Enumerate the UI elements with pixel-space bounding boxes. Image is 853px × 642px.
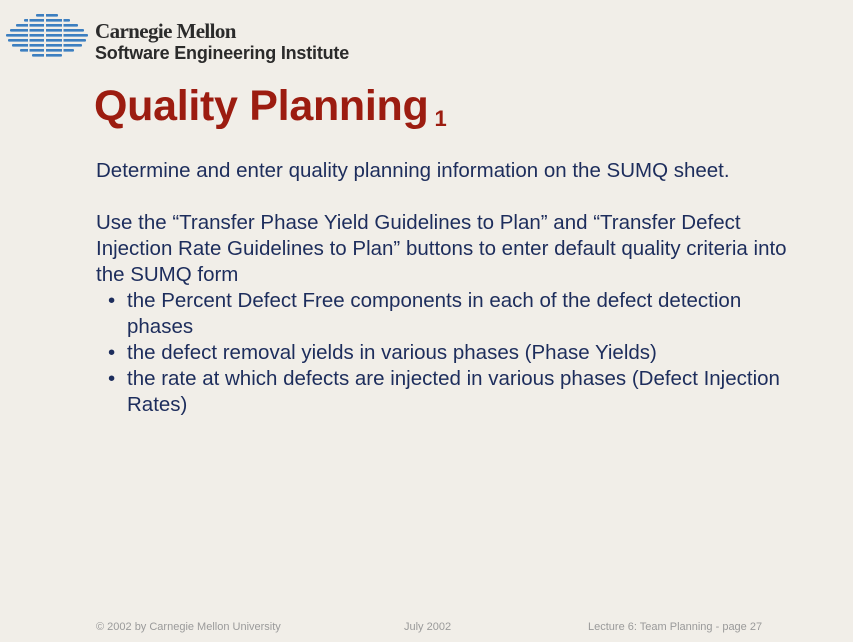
paragraph-intro: Determine and enter quality planning information on the SUMQ sheet. (96, 159, 730, 182)
list-item-text: the Percent Defect Free components in each of the defect detection phases (127, 289, 742, 338)
footer-lecture-page: Lecture 6: Team Planning - page 27 (588, 621, 763, 633)
sei-striped-globe-icon (6, 12, 88, 62)
list-item (96, 340, 796, 366)
list-item (96, 366, 796, 418)
paragraph-instructions: Use the “Transfer Phase Yield Guidelines to Plan” and “Transfer Defect Injection Rate Guidelines to Plan” buttons to enter default quality criteria into the SUMQ form (96, 211, 787, 286)
bullet-icon: • (108, 289, 116, 312)
bullet-icon: • (108, 341, 116, 364)
org-name-line1: Carnegie Mellon (95, 19, 236, 43)
org-name (95, 20, 349, 64)
footer-copyright: © 2002 by Carnegie Mellon University (96, 621, 281, 633)
slide-title-text: Quality Planning (94, 82, 429, 130)
slide-body (96, 158, 796, 418)
list-item-text: the defect removal yields in various phases (Phase Yields) (127, 341, 657, 364)
footer-date: July 2002 (404, 621, 452, 633)
bullet-icon: • (108, 367, 116, 390)
slide-title-number: 1 (434, 106, 447, 131)
list-item (96, 288, 796, 340)
bullet-list (96, 288, 796, 418)
list-item-text: the rate at which defects are injected in various phases (Defect Injection Rates) (127, 367, 780, 416)
slide-title (94, 80, 446, 145)
org-name-line2: Software Engineering Institute (95, 43, 350, 63)
